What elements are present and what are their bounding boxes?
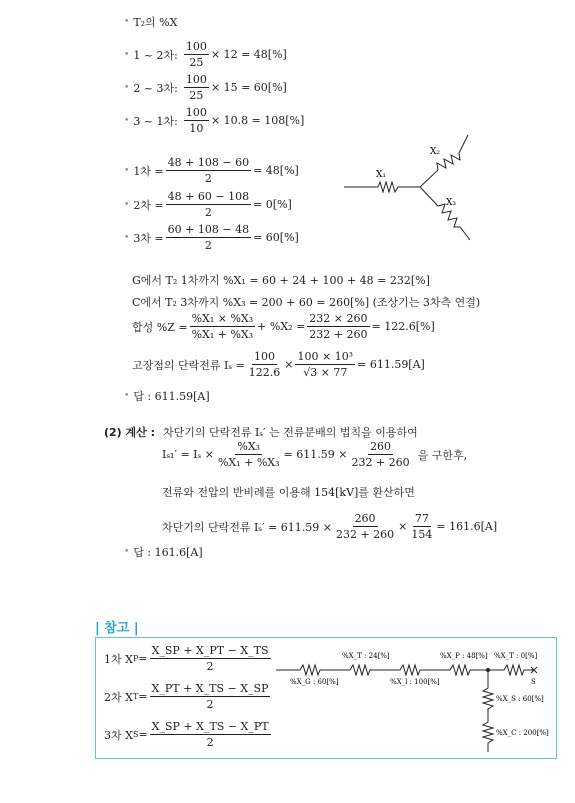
part2-eq2 <box>162 512 497 541</box>
xt-label: %X_T : 24[%] <box>342 652 390 660</box>
fraction <box>150 682 271 711</box>
c-line <box>132 294 480 310</box>
numerator: %X₁ × %X₃ <box>191 312 254 325</box>
eq2-result: = 161.6[A] <box>436 520 498 533</box>
fraction <box>166 156 251 185</box>
fraction <box>184 40 209 69</box>
bullet-icon: • <box>124 165 130 176</box>
short-circuit-line <box>132 350 425 379</box>
bullet-icon: • <box>124 17 130 27</box>
ref-formula-2 <box>104 682 272 711</box>
formula-eq: = <box>138 728 148 741</box>
winding-label: 2차 = <box>133 198 164 212</box>
answer-1 <box>124 388 210 404</box>
tail-line <box>488 665 534 675</box>
eq2-label: 차단기의 단락전류 Iₛ′ = 611.59 × <box>162 520 332 534</box>
numerator: 100 <box>185 73 207 86</box>
fault-point-label: S <box>531 678 536 686</box>
bullet-icon: • <box>124 232 130 243</box>
t2-line-1 <box>124 40 287 69</box>
part2-tag: (2) 계산 : <box>104 426 156 439</box>
fraction <box>184 106 209 135</box>
denominator: %X₁ + %X₃ <box>191 328 254 341</box>
denominator: 232 + 260 <box>309 328 368 341</box>
bullet-icon: • <box>124 547 130 557</box>
part2-eq1 <box>162 440 467 469</box>
denominator: √3 × 77 <box>303 366 348 379</box>
numerator: %X₃ <box>237 440 261 453</box>
bullet-icon: • <box>124 391 130 401</box>
part2-intro <box>104 424 418 440</box>
g-line-text: G에서 T₂ 1차까지 %X₁ = 60 + 24 + 100 + 48 = 232[%] <box>132 274 430 287</box>
winding-label: 1차 = <box>133 164 164 178</box>
impedance-circuit <box>272 646 552 754</box>
denominator: 154 <box>411 528 433 541</box>
t2-line-2 <box>124 73 287 102</box>
t2-line-result: × 15 = 60[%] <box>210 81 287 94</box>
bullet-icon: • <box>124 199 130 210</box>
times-sign: × <box>398 520 408 533</box>
denominator: 232 + 260 <box>351 456 410 469</box>
answer-2-text: 답 : 161.6[A] <box>133 546 203 559</box>
denominator: 2 <box>204 206 212 219</box>
formula-eq: = <box>138 690 148 703</box>
numerator: 48 + 108 − 60 <box>167 156 250 169</box>
x2-label: X₂ <box>430 147 441 157</box>
z-result: = 122.6[%] <box>371 320 435 333</box>
part2-note <box>162 484 415 500</box>
t2-header-text: T₂의 %X <box>133 16 178 29</box>
denominator: 122.6 <box>248 366 281 379</box>
formula-sub: S <box>132 730 139 739</box>
bullet-icon: • <box>124 82 130 93</box>
fraction <box>166 190 251 219</box>
denominator: %X₁ + %X₃ <box>217 456 280 469</box>
x1-branch <box>344 182 420 192</box>
t2-line-result: × 10.8 = 108[%] <box>210 114 305 127</box>
t2-line-label: 2 ~ 3차: <box>133 81 178 95</box>
formula-label: 2차 X <box>104 690 133 704</box>
fraction <box>216 440 282 469</box>
z-plus: + %X₂ = <box>257 320 306 333</box>
winding-3-line <box>124 223 299 252</box>
t2-line-3 <box>124 106 304 135</box>
denominator: 10 <box>189 122 204 135</box>
x3-branch <box>420 187 470 240</box>
winding-1-line <box>124 156 299 185</box>
combined-z-line <box>132 312 435 341</box>
eq1-rest: 을 구한후, <box>417 448 468 462</box>
g-line <box>132 272 430 288</box>
winding-label: 3차 = <box>133 231 164 245</box>
numerator: 260 <box>354 512 376 525</box>
c-line-text: C에서 T₂ 3차까지 %X₃ = 200 + 60 = 260[%] (조상기는 3차측 연결) <box>132 296 481 309</box>
formula-sub: P <box>132 654 139 663</box>
numerator: 48 + 60 − 108 <box>167 190 250 203</box>
is-result: = 611.59[A] <box>357 358 425 371</box>
denominator: 2 <box>206 660 214 673</box>
numerator: 60 + 108 − 48 <box>167 223 250 236</box>
z-label: 합성 %Z = <box>132 320 188 334</box>
answer-1-text: 답 : 611.59[A] <box>133 390 210 403</box>
denominator: 2 <box>206 698 214 711</box>
numerator: 100 <box>185 106 207 119</box>
eq1-label: Iₛ₁′ = Iₛ × <box>162 448 214 461</box>
reference-title: | 참고 | <box>95 621 139 636</box>
fraction <box>166 223 251 252</box>
numerator: X_PT + X_TS − X_SP <box>151 682 269 695</box>
fraction <box>295 350 355 379</box>
xt0-label: %X_T : 0[%] <box>494 652 538 660</box>
xp-label: %X_P : 48[%] <box>440 652 488 660</box>
t2-line-label: 3 ~ 1차: <box>133 114 178 128</box>
winding-result: = 48[%] <box>253 164 299 177</box>
numerator: 77 <box>414 512 429 525</box>
numerator: 232 × 260 <box>309 312 368 325</box>
winding-result: = 0[%] <box>253 198 292 211</box>
denominator: 232 + 260 <box>335 528 395 541</box>
bullet-icon: • <box>124 49 130 60</box>
formula-eq: = <box>138 652 148 665</box>
denominator: 25 <box>189 89 204 102</box>
denominator: 2 <box>206 736 214 749</box>
numerator: 100 <box>254 350 276 363</box>
part2-note-text: 전류와 전압의 반비례를 이용해 154[kV]를 환산하면 <box>162 486 415 499</box>
numerator: X_SP + X_PT − X_TS <box>151 644 269 657</box>
denominator: 2 <box>204 239 212 252</box>
wye-diagram <box>340 130 480 245</box>
denominator: 2 <box>204 172 212 185</box>
t2-line-label: 1 ~ 2차: <box>133 48 178 62</box>
fraction <box>307 312 369 341</box>
t2-line-result: × 12 = 48[%] <box>210 48 287 61</box>
numerator: 100 × 10³ <box>297 350 354 363</box>
numerator: 260 <box>370 440 392 453</box>
numerator: X_SP + X_TS − X_PT <box>151 720 269 733</box>
t2-header <box>124 14 177 30</box>
part2-intro-text: 차단기의 단락전류 Iₛ′ 는 전류분배의 법칙을 이용하여 <box>163 426 418 439</box>
winding-2-line <box>124 190 292 219</box>
fraction <box>184 73 209 102</box>
x3-label: X₃ <box>446 198 457 208</box>
fraction <box>150 644 271 673</box>
formula-label: 3차 X <box>104 728 133 742</box>
fraction <box>349 440 411 469</box>
ref-formula-1 <box>104 644 273 673</box>
fraction <box>190 312 256 341</box>
bullet-icon: • <box>124 115 130 126</box>
denominator: 25 <box>189 56 204 69</box>
ref-formula-3 <box>104 720 273 749</box>
fraction <box>409 512 434 541</box>
fraction <box>247 350 283 379</box>
fraction <box>150 720 271 749</box>
numerator: 100 <box>185 40 207 53</box>
xg-label: %X_G : 60[%] <box>290 678 339 686</box>
vertical-branch <box>483 670 493 752</box>
x2-branch <box>420 135 468 187</box>
xl-label: %X_l : 100[%] <box>390 678 440 686</box>
junction-dot <box>486 668 490 672</box>
formula-sub: T <box>132 692 139 701</box>
answer-2 <box>124 544 203 560</box>
is-label: 고장점의 단락전류 Iₛ = <box>132 358 245 372</box>
eq1-mid: = 611.59 × <box>283 448 348 461</box>
formula-label: 1차 X <box>104 652 133 666</box>
xs-label: %X_S : 60[%] <box>496 695 544 703</box>
times-sign: × <box>284 358 294 371</box>
main-line <box>276 665 488 675</box>
fraction <box>334 512 396 541</box>
reference-box <box>95 637 557 759</box>
xc-label: %X_C : 200[%] <box>496 729 549 737</box>
x1-label: X₁ <box>376 170 387 180</box>
winding-result: = 60[%] <box>253 231 299 244</box>
